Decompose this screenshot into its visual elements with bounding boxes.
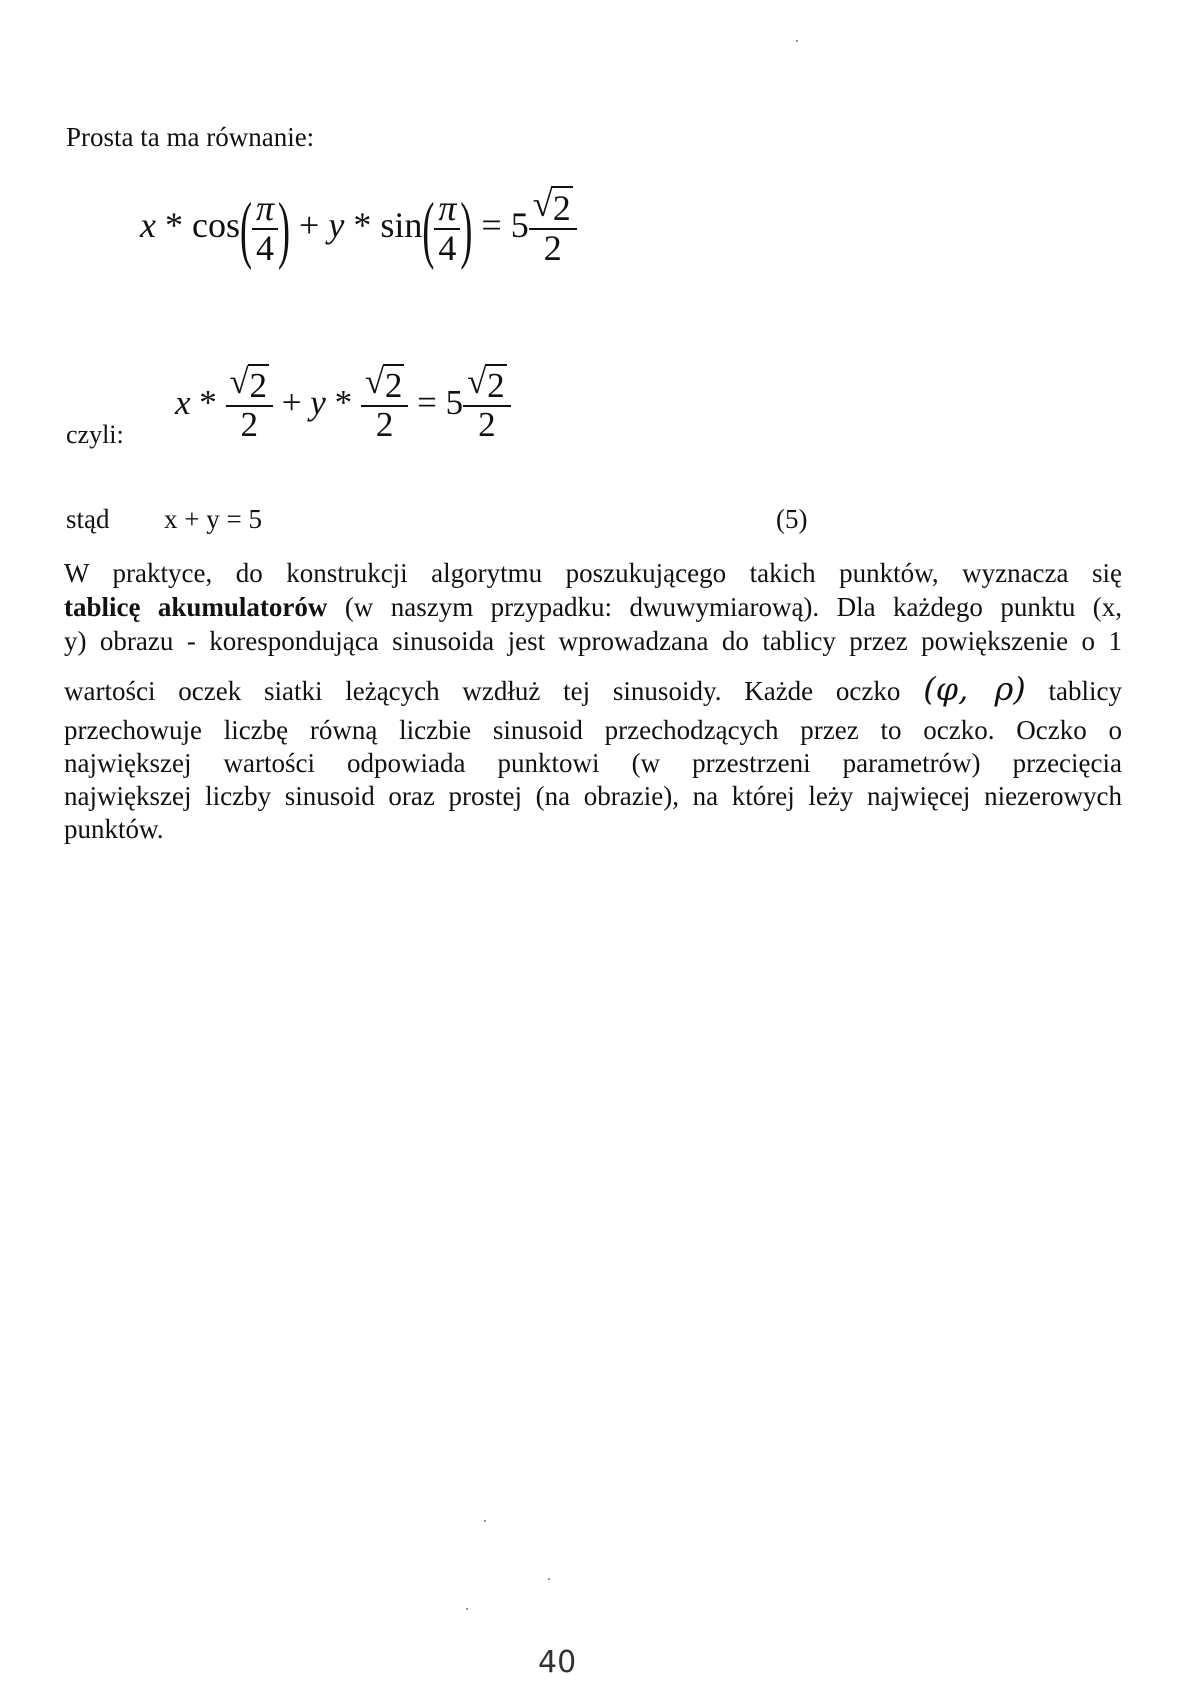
czyli-label: czyli: xyxy=(66,420,124,449)
eq-fraction-pi-4: $\frac{\pi}{4}$ xyxy=(252,190,278,268)
page-number: 40 xyxy=(538,1645,577,1680)
paragraph-line: y) obrazu - korespondująca sinusoida jest wprowadzana do tablicy przez powiększenie o 1 xyxy=(64,626,1122,656)
eq-fraction-pi-4: $\frac{\pi}{4}$ xyxy=(434,190,460,268)
eq-equals: = xyxy=(481,205,502,246)
eq-var-y: y xyxy=(328,205,345,246)
paragraph-line: wartości oczek siatki leżących wzdłuż tej sinusoidy. Każde oczko (φ, ρ) tablicy xyxy=(64,670,1123,708)
scan-speck xyxy=(466,1608,468,1610)
phi-rho-pair: (φ, ρ) xyxy=(923,670,1026,708)
stad-equation: x + y = 5 xyxy=(164,504,262,534)
paragraph-line: przechowuje liczbę równą liczbie sinusoid przechodzących przez to oczko. Oczko o xyxy=(64,715,1122,745)
scan-speck xyxy=(484,1520,486,1522)
paragraph-line: tablicę akumulatorów (w naszym przypadku: dwuwymiarową). Dla każdego punktu (x, xyxy=(64,592,1122,622)
eq-sin: sin xyxy=(380,205,423,246)
equation-expanded: x * √ 2 2 + y * √ 2 2 = 5 √ 2 2 xyxy=(175,368,511,444)
paragraph-line: największej wartości odpowiada punktowi (w przestrzeni parametrów) przecięcia xyxy=(64,748,1122,778)
paragraph-line: największej liczby sinusoid oraz prostej (na obrazie), na której leży najwięcej niezerowych xyxy=(64,781,1122,811)
eq-cos: cos xyxy=(191,205,240,246)
bold-term: tablicę akumulatorów xyxy=(64,592,328,622)
eq-var-x: x xyxy=(140,205,156,246)
equation-line-form: x * cos( $\frac{\pi}{4}$ ) + y * sin( $\frac{\pi}{4}$ ) = 5 √ 2 2 xyxy=(140,190,577,268)
scan-speck xyxy=(796,40,798,42)
intro-text: Prosta ta ma równanie: xyxy=(66,122,315,152)
equation-number: (5) xyxy=(776,504,808,534)
paragraph-line: punktów. xyxy=(64,814,164,844)
scan-speck xyxy=(548,1578,550,1580)
paragraph-line: W praktyce, do konstrukcji algorytmu poszukującego takich punktów, wyznacza się xyxy=(64,558,1122,588)
eq-times: * xyxy=(164,205,183,246)
eq-fraction-sqrt2-2: √ 2 2 xyxy=(529,190,577,268)
eq-plus: + xyxy=(299,205,320,246)
stad-word: stąd xyxy=(66,504,110,534)
